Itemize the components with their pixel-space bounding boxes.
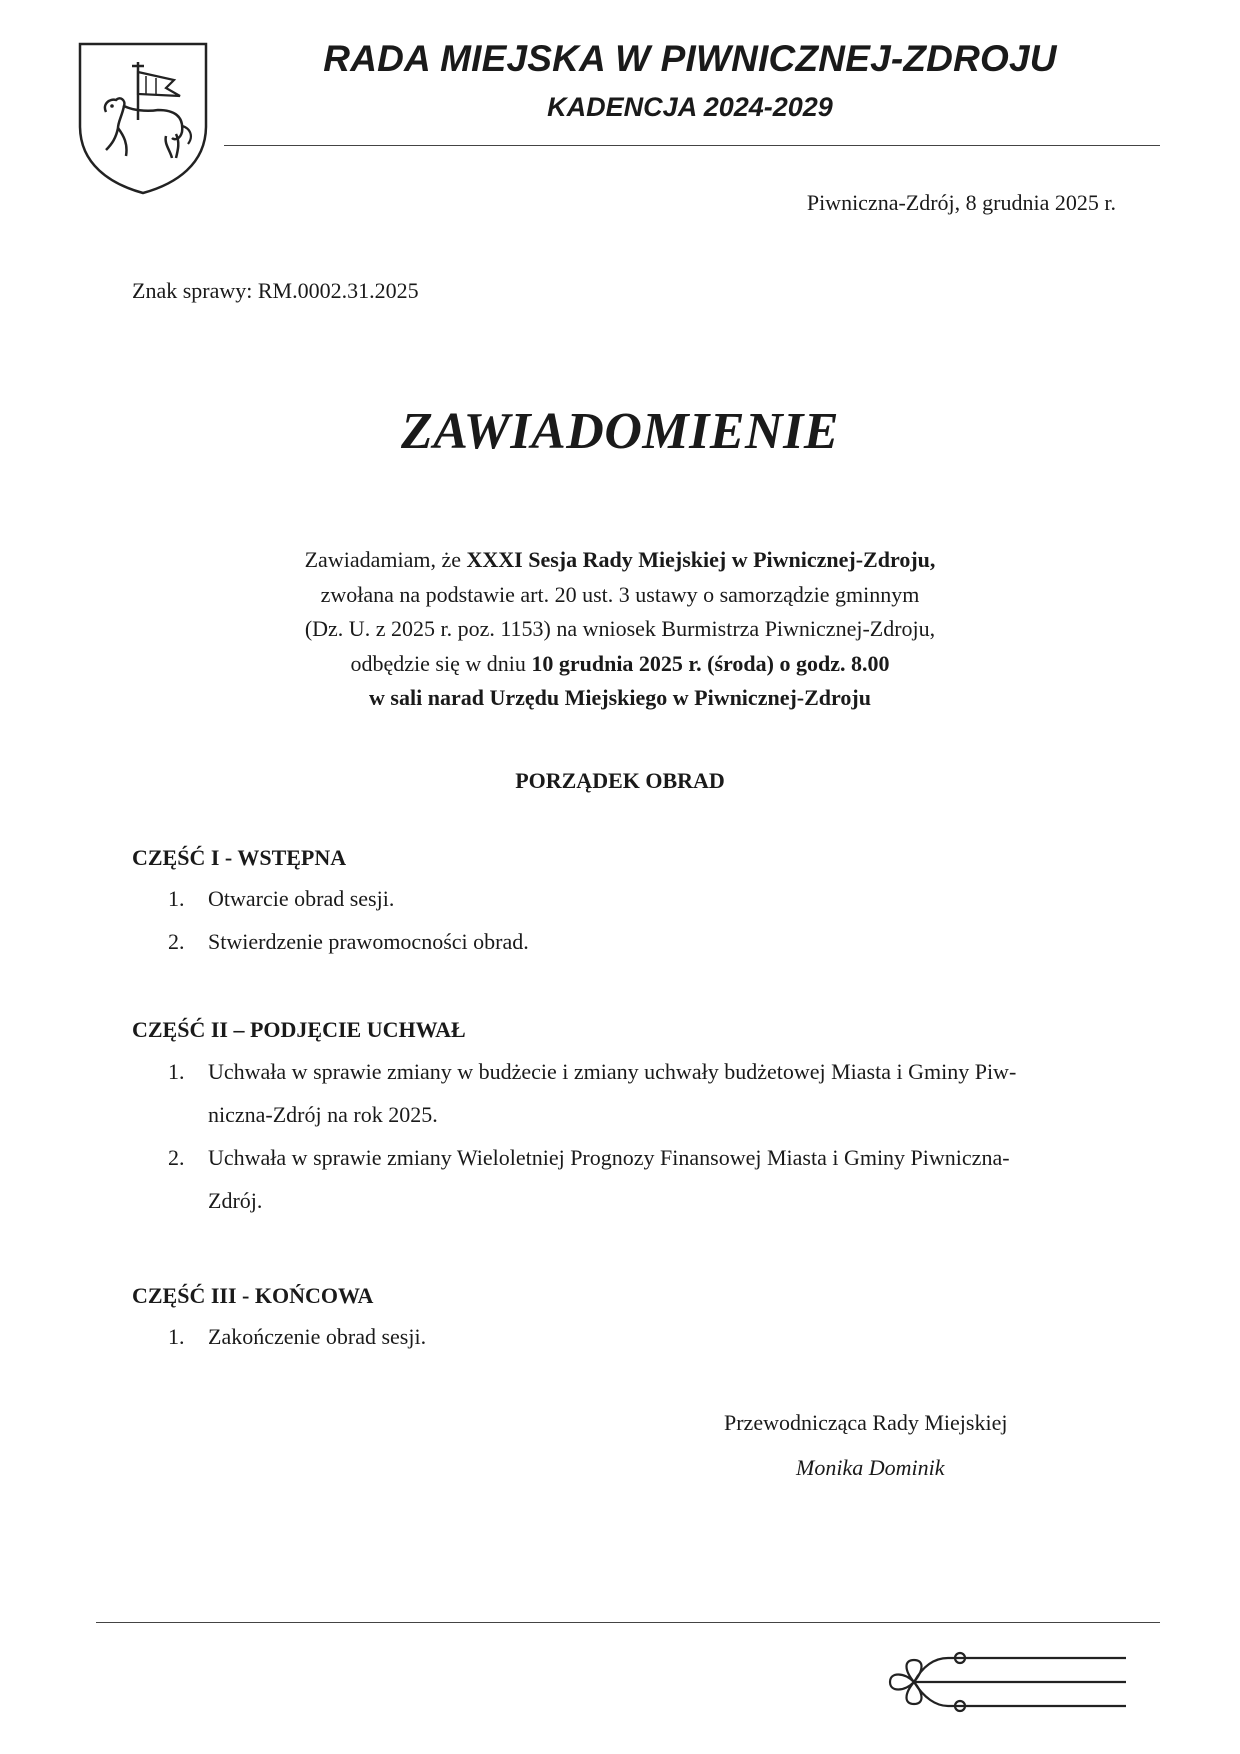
notice-line4-text: odbędzie się w dniu: [350, 650, 532, 676]
place-date: Piwniczna-Zdrój, 8 grudnia 2025 r.: [806, 190, 1116, 215]
item-text-line: Uchwała w sprawie zmiany w budżecie i zmiany uchwały budżetowej Miasta i Gminy Piw-: [208, 1059, 1017, 1084]
signatory-role: Przewodnicząca Rady Miejskiej: [724, 1410, 1008, 1435]
list-item: [168, 1315, 1128, 1358]
notice-line1-text: Zawiadamiam, że: [304, 547, 467, 572]
section-heading-part-3: CZĘŚĆ III - KOŃCOWA: [132, 1283, 374, 1308]
notice-line2: zwołana na podstawie art. 20 ust. 3 ustawy o samorządzie gminnym: [320, 581, 920, 607]
section-heading-part-2: CZĘŚĆ II – PODJĘCIE UCHWAŁ: [132, 1017, 466, 1042]
council-term: KADENCJA 2024-2029: [547, 92, 833, 122]
item-text-line: Zdrój.: [208, 1188, 263, 1213]
list-item: [168, 877, 1128, 920]
item-number: 2.: [168, 929, 185, 954]
document-title: ZAWIADOMIENIE: [400, 403, 840, 460]
item-text-line: niczna-Zdrój na rok 2025.: [208, 1102, 438, 1127]
item-number: 1.: [168, 886, 185, 911]
decorative-flourish-icon: [876, 1636, 1126, 1726]
section-heading-part-1: CZĘŚĆ I - WSTĘPNA: [132, 845, 347, 870]
notice-session-venue: w sali narad Urzędu Miejskiego w Piwnicznej-Zdroju: [369, 685, 871, 710]
notice-line3: (Dz. U. z 2025 r. poz. 1153) na wniosek Burmistrza Piwnicznej-Zdroju,: [304, 616, 936, 641]
notice-paragraph: [160, 543, 1080, 716]
signatory-name: Monika Dominik: [796, 1455, 945, 1480]
list-item: [168, 1136, 1128, 1222]
item-text: Zakończenie obrad sesji.: [208, 1324, 427, 1349]
footer-divider: [96, 1622, 1160, 1623]
item-text-line: Uchwała w sprawie zmiany Wieloletniej Prognozy Finansowej Miasta i Gminy Piwniczna-: [208, 1145, 1010, 1170]
list-item: [168, 1050, 1128, 1136]
council-name: RADA MIEJSKA W PIWNICZNEJ-ZDROJU: [323, 38, 1057, 79]
item-text: Stwierdzenie prawomocności obrad.: [208, 929, 529, 954]
case-reference: Znak sprawy: RM.0002.31.2025: [132, 278, 419, 303]
list-item: [168, 920, 1128, 963]
notice-session-name: XXXI Sesja Rady Miejskiej w Piwnicznej-Zdroju,: [466, 547, 936, 572]
header-divider: [224, 145, 1160, 146]
item-number: 1.: [168, 1324, 185, 1349]
item-text: [208, 1050, 1128, 1136]
coat-of-arms-icon: [76, 40, 210, 196]
agenda-title: PORZĄDEK OBRAD: [515, 768, 725, 793]
item-text: [208, 1136, 1128, 1222]
item-number: 2.: [168, 1145, 185, 1170]
item-text: Otwarcie obrad sesji.: [208, 886, 395, 911]
notice-session-date: 10 grudnia 2025 r. (środa) o godz. 8.00: [531, 650, 890, 676]
item-number: 1.: [168, 1059, 185, 1084]
